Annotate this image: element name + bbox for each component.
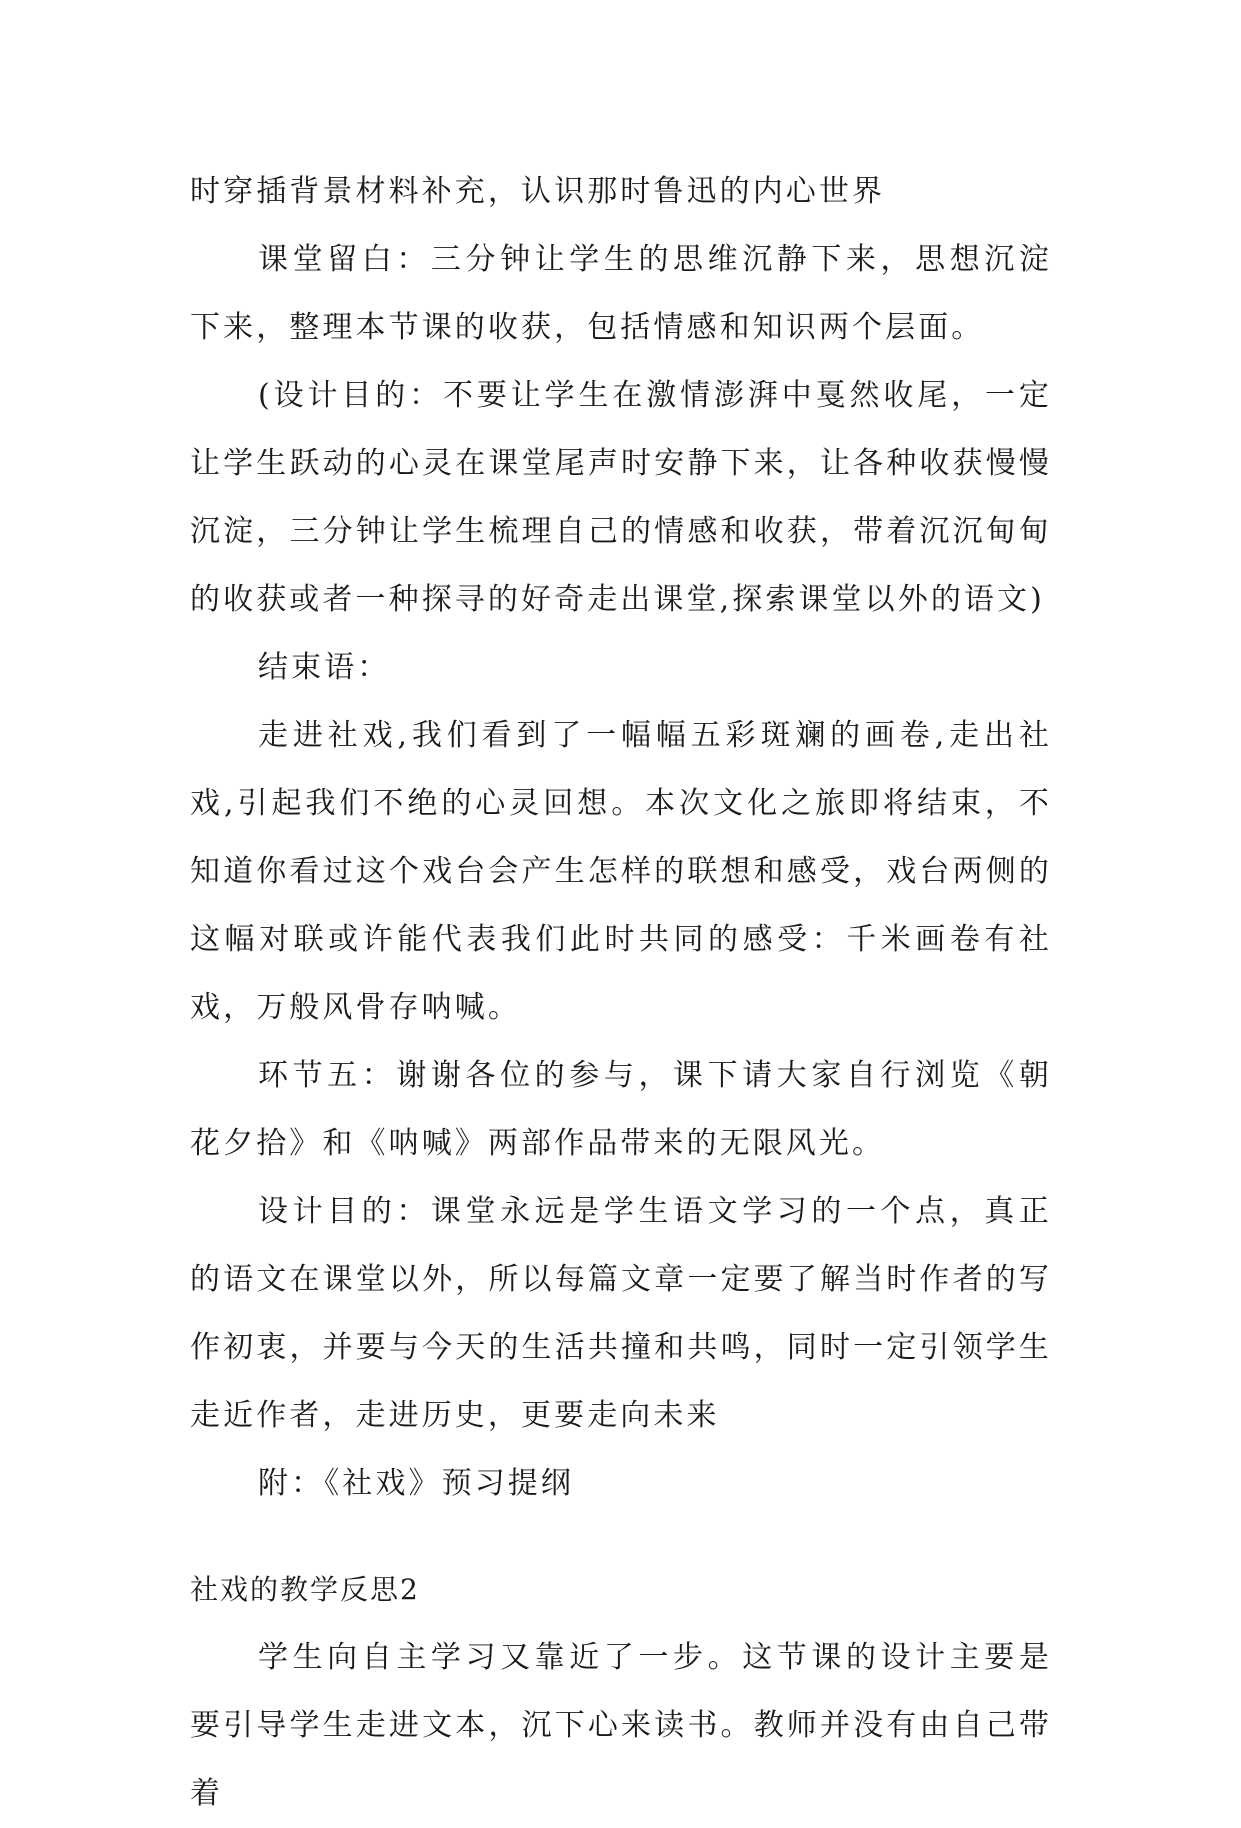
paragraph-closing-label: 结束语： [258,650,391,685]
section-title: 社戏的教学反思2 [190,1573,420,1606]
paragraph-classroom-pause: 课堂留白：三分钟让学生的思维沉静下来，思想沉淀下来，整理本节课的收获，包括情感和知识两个层面。 [190,242,1052,345]
paragraph-step-five: 环节五：谢谢各位的参与，课下请大家自行浏览《朝花夕拾》和《呐喊》两部作品带来的无限风光。 [190,1058,1052,1161]
paragraph-continuation: 时穿插背景材料补充，认识那时鲁迅的内心世界 [190,174,886,209]
section-gap [190,1518,1052,1556]
document-body [190,158,1052,1828]
paragraph-appendix: 附：《社戏》预习提纲 [258,1466,574,1501]
paragraph-closing-speech: 走进社戏,我们看到了一幅幅五彩斑斓的画卷,走出社戏,引起我们不绝的心灵回想。本次文化之旅即将结束，不知道你看过这个戏台会产生怎样的联想和感受，戏台两侧的这幅对联或许能代表我们此时共同的感受：千米画卷有社戏，万般风骨存呐喊。 [190,718,1052,1025]
paragraph-reflection: 学生向自主学习又靠近了一步。这节课的设计主要是要引导学生走进文本，沉下心来读书。教师并没有由自己带着 [190,1640,1052,1811]
paragraph-design-goal: 设计目的：课堂永远是学生语文学习的一个点，真正的语文在课堂以外，所以每篇文章一定要了解当时作者的写作初衷，并要与今天的生活共撞和共鸣，同时一定引领学生走近作者，走进历史，更要走向未来 [190,1194,1052,1433]
paragraph-design-purpose: (设计目的：不要让学生在激情澎湃中戛然收尾，一定让学生跃动的心灵在课堂尾声时安静下来，让各种收获慢慢沉淀，三分钟让学生梳理自己的情感和收获，带着沉沉甸甸的收获或者一种探寻的好奇走出课堂,探索课堂以外的语文) [190,378,1052,617]
